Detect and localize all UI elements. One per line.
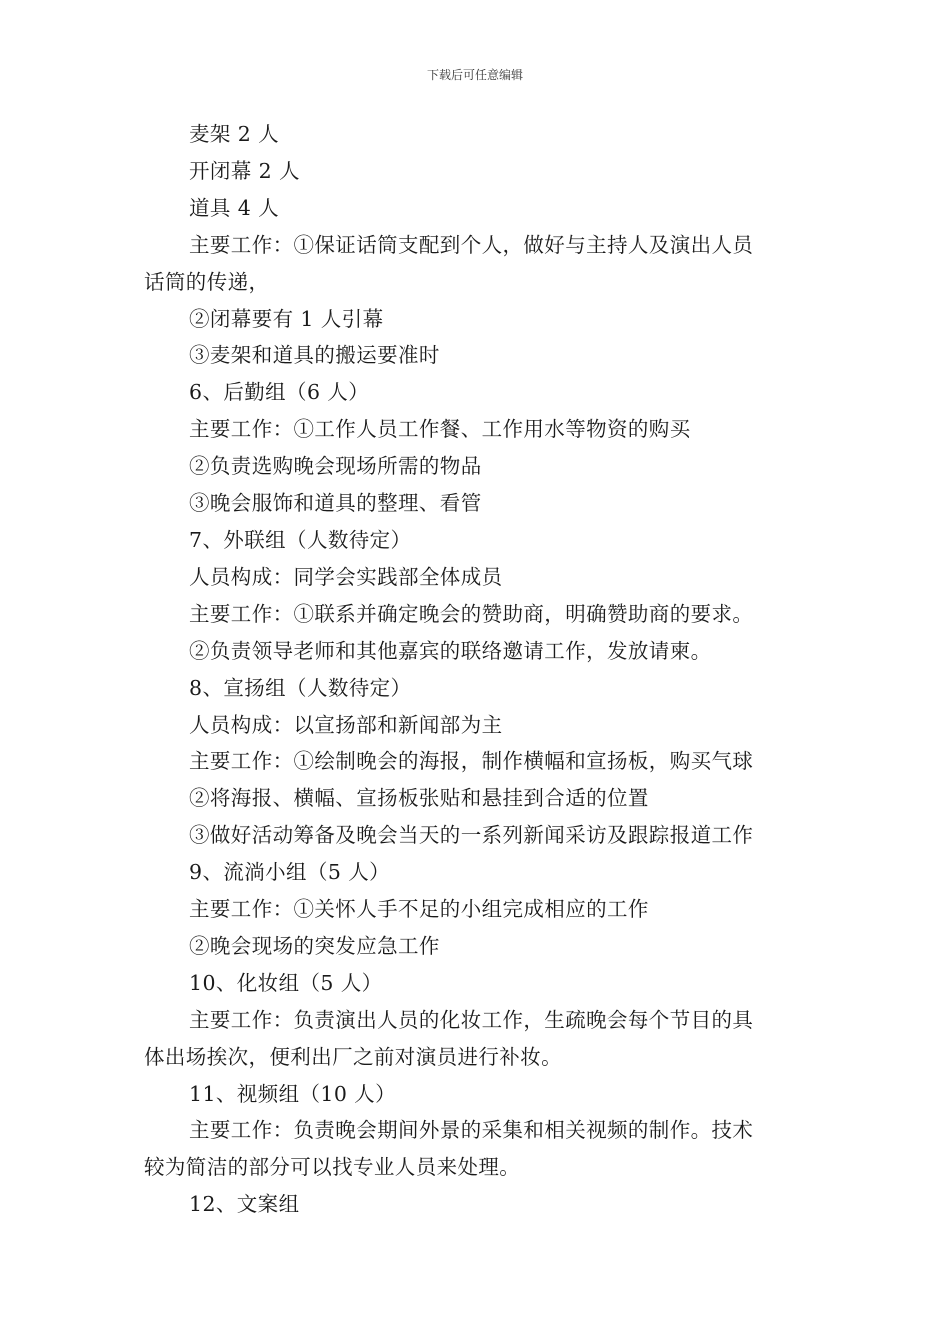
text-line: ③晚会服饰和道具的整理、看管 — [189, 491, 482, 516]
page-header: 下载后可任意编辑 — [426, 68, 523, 82]
text-line: 开闭幕 2 人 — [189, 158, 300, 183]
section-heading: 8、宣扬组（人数待定） — [189, 675, 412, 700]
text-line: 麦架 2 人 — [189, 122, 279, 146]
section-heading: 6、后勤组（6 人） — [189, 380, 370, 405]
section-heading: 10、化妆组（5 人） — [189, 970, 383, 995]
text-line: ②负责领导老师和其他嘉宾的联络邀请工作，发放请柬。 — [189, 638, 712, 663]
text-line: ②将海报、横幅、宣扬板张贴和悬挂到合适的位置 — [189, 786, 649, 811]
text-line: 主要工作：①联系并确定晚会的赞助商，明确赞助商的要求。 — [189, 601, 754, 626]
text-line: ②闭幕要有 1 人引幕 — [189, 306, 384, 331]
text-line: ③麦架和道具的搬运要准时 — [189, 343, 440, 368]
text-line: 主要工作：①工作人员工作餐、工作用水等物资的购买 — [189, 417, 691, 442]
section-heading: 11、视频组（10 人） — [189, 1081, 396, 1106]
text-line: 道具 4 人 — [189, 195, 279, 220]
section-heading: 12、文案组 — [189, 1192, 300, 1217]
text-line: 较为简洁的部分可以找专业人员来处理。 — [144, 1155, 521, 1180]
section-heading: 9、流淌小组（5 人） — [189, 860, 391, 885]
text-line: 主要工作：①关怀人手不足的小组完成相应的工作 — [189, 897, 649, 922]
section-heading: 7、外联组（人数待定） — [189, 527, 412, 552]
text-line: 话筒的传递， — [144, 269, 270, 294]
text-line: 人员构成：同学会实践部全体成员 — [189, 564, 503, 589]
text-line: ③做好活动筹备及晚会当天的一系列新闻采访及跟踪报道工作 — [189, 823, 754, 848]
text-line: 主要工作：负责演出人员的化妆工作，生疏晚会每个节目的具 — [189, 1007, 754, 1032]
text-line: 体出场挨次，便利出厂之前对演员进行补妆。 — [144, 1044, 562, 1069]
text-line: 主要工作：负责晚会期间外景的采集和相关视频的制作。技术 — [189, 1118, 754, 1143]
text-line: 人员构成：以宣扬部和新闻部为主 — [189, 712, 503, 737]
document-body — [144, 116, 808, 1223]
text-line: ②负责选购晚会现场所需的物品 — [189, 454, 482, 479]
text-line: 主要工作：①绘制晚会的海报，制作横幅和宣扬板，购买气球 — [189, 749, 754, 774]
text-line: ②晚会现场的突发应急工作 — [189, 933, 440, 958]
text-line: 主要工作：①保证话筒支配到个人，做好与主持人及演出人员 — [189, 232, 754, 257]
